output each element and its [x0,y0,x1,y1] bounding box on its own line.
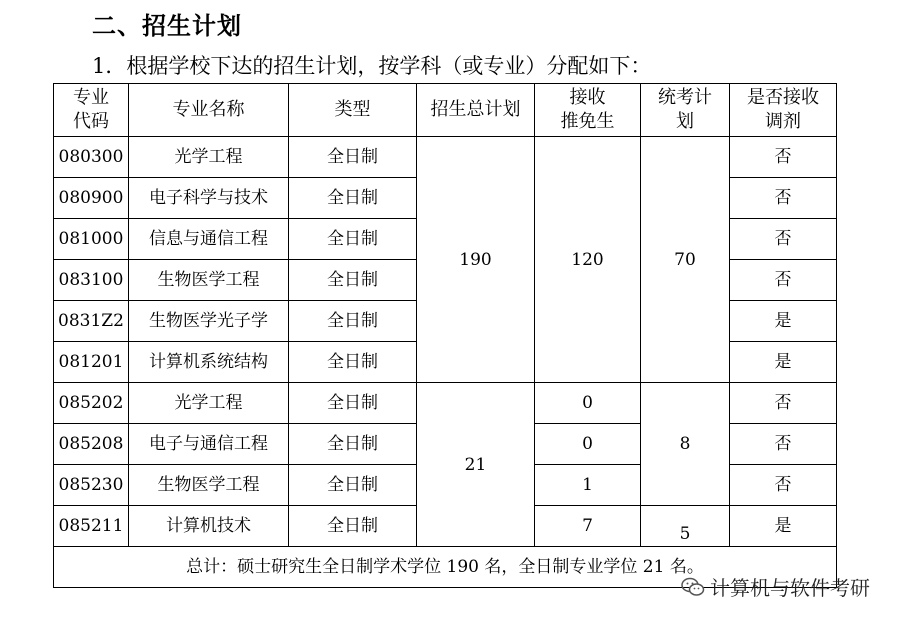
cell-type: 全日制 [289,260,417,301]
cell-exempt-academic: 120 [535,137,641,383]
cell-exempt: 0 [535,424,641,465]
cell-name: 生物医学工程 [129,260,289,301]
cell-code: 0831Z2 [54,301,129,342]
cell-code: 085211 [54,506,129,547]
table-row [54,383,837,424]
cell-type: 全日制 [289,383,417,424]
header-code: 专业 代码 [54,84,129,137]
cell-code: 085202 [54,383,129,424]
cell-exempt: 1 [535,465,641,506]
cell-code: 085208 [54,424,129,465]
intro-line: 1．根据学校下达的招生计划，按学科（或专业）分配如下： [92,54,652,78]
cell-adjust: 否 [730,137,837,178]
cell-name: 光学工程 [129,383,289,424]
cell-adjust: 是 [730,301,837,342]
cell-name: 信息与通信工程 [129,219,289,260]
cell-total-plan-academic: 190 [417,137,535,383]
cell-unified-professional: 8 [641,383,730,506]
cell-code: 081201 [54,342,129,383]
cell-code: 083100 [54,260,129,301]
cell-type: 全日制 [289,424,417,465]
cell-type: 全日制 [289,137,417,178]
cell-name: 计算机技术 [129,506,289,547]
cell-type: 全日制 [289,506,417,547]
wechat-icon [680,574,706,600]
cell-name: 光学工程 [129,137,289,178]
cell-name: 电子与通信工程 [129,424,289,465]
section-heading: 二、招生计划 [92,12,242,40]
header-adjust: 是否接收 调剂 [730,84,837,137]
enrollment-plan-table [53,83,837,588]
cell-exempt: 0 [535,383,641,424]
cell-type: 全日制 [289,465,417,506]
cell-exempt: 7 [535,506,641,547]
cell-name: 生物医学光子学 [129,301,289,342]
header-name: 专业名称 [129,84,289,137]
total-note: 总计：硕士研究生全日制学术学位 190 名，全日制专业学位 21 名。 [54,547,837,588]
header-exempt: 接收 推免生 [535,84,641,137]
cell-adjust: 否 [730,219,837,260]
cell-adjust: 否 [730,383,837,424]
table-header-row [54,84,837,137]
header-total-plan: 招生总计划 [417,84,535,137]
cell-adjust: 是 [730,342,837,383]
cell-type: 全日制 [289,301,417,342]
cell-code: 080300 [54,137,129,178]
cell-adjust: 是 [730,506,837,547]
cell-adjust: 否 [730,260,837,301]
cell-unified-academic: 70 [641,137,730,383]
cell-code: 085230 [54,465,129,506]
cell-type: 全日制 [289,342,417,383]
cell-type: 全日制 [289,219,417,260]
cell-unified: 5 [641,506,730,547]
cell-type: 全日制 [289,178,417,219]
watermark-text: 计算机与软件考研 [710,576,870,600]
cell-adjust: 否 [730,465,837,506]
cell-name: 生物医学工程 [129,465,289,506]
cell-name: 计算机系统结构 [129,342,289,383]
cell-code: 080900 [54,178,129,219]
cell-code: 081000 [54,219,129,260]
cell-name: 电子科学与技术 [129,178,289,219]
table-row [54,137,837,178]
header-type: 类型 [289,84,417,137]
header-unified: 统考计 划 [641,84,730,137]
cell-adjust: 否 [730,424,837,465]
cell-adjust: 否 [730,178,837,219]
cell-total-plan-professional: 21 [417,383,535,547]
watermark [680,572,870,601]
